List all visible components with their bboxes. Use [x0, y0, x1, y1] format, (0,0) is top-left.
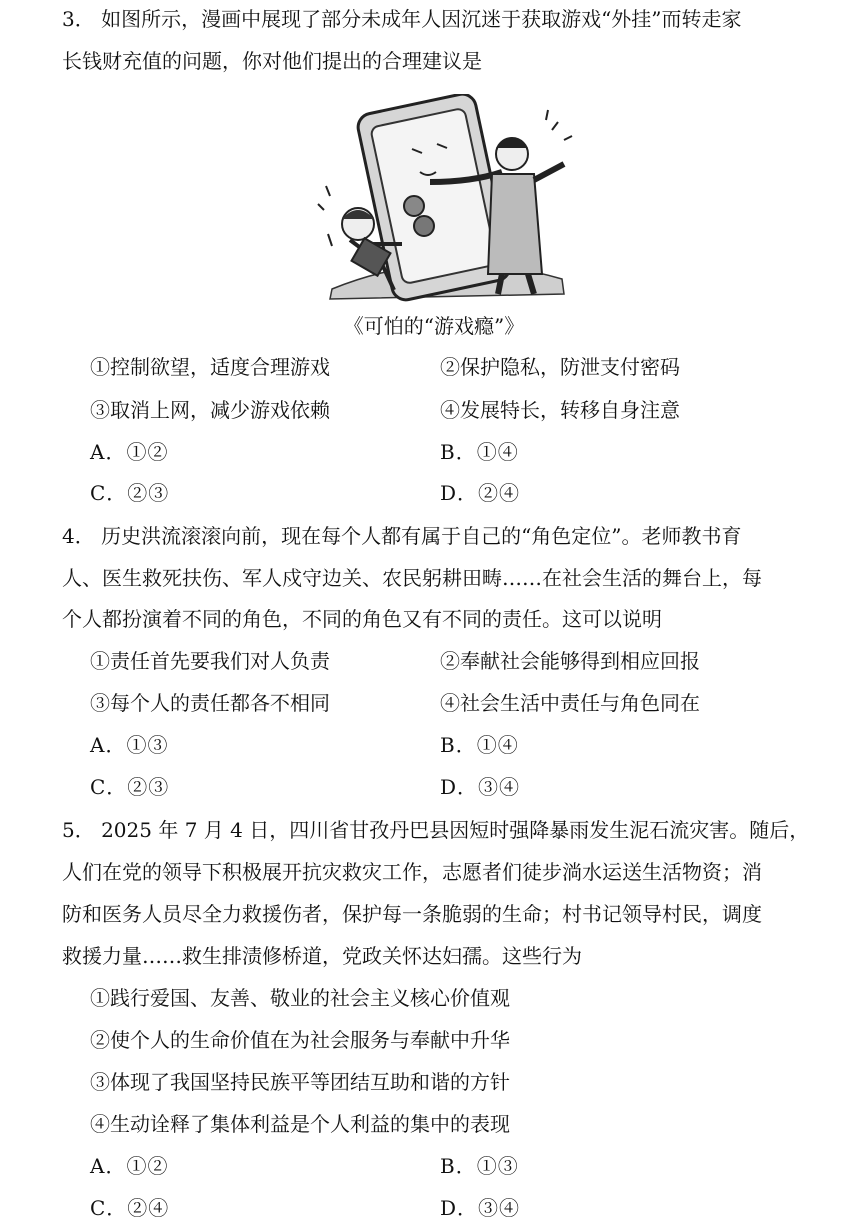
q3-stem-line-1: 3． 如图所示，漫画中展现了部分未成年人因沉迷于获取游戏“外挂”而转走家 — [62, 7, 742, 31]
q3-stem-line-2: 长钱财充值的问题，你对他们提出的合理建议是 — [62, 49, 482, 73]
q3-answer-a: A．①② — [90, 440, 169, 464]
q5-stem-line-4: 救援力量……救生排渍修桥道，党政关怀达妇孺。这些行为 — [62, 944, 582, 968]
q3-answer-b: B．①④ — [440, 440, 519, 464]
q4-option-1: ①责任首先要我们对人负责 — [90, 649, 330, 673]
cartoon-caption: 《可怕的“游戏瘾”》 — [343, 314, 525, 338]
q4-answer-b: B．①④ — [440, 733, 519, 757]
q4-option-2: ②奉献社会能够得到相应回报 — [440, 649, 700, 673]
q4-stem-line-1: 4． 历史洪流滚滚向前，现在每个人都有属于自己的“角色定位”。老师教书育 — [62, 524, 742, 548]
q5-answer-d: D．③④ — [440, 1196, 521, 1220]
q3-option-3: ③取消上网，减少游戏依赖 — [90, 398, 330, 422]
q4-answer-c: C．②③ — [90, 775, 170, 799]
q3-option-1: ①控制欲望，适度合理游戏 — [90, 355, 330, 379]
q3-answer-c: C．②③ — [90, 481, 170, 505]
q5-option-3: ③体现了我国坚持民族平等团结互助和谐的方针 — [90, 1070, 510, 1094]
q5-stem-line-3: 防和医务人员尽全力救援伤者，保护每一条脆弱的生命；村书记领导村民，调度 — [62, 902, 762, 926]
q5-option-4: ④生动诠释了集体利益是个人利益的集中的表现 — [90, 1112, 510, 1136]
gaming-addiction-cartoon — [302, 94, 584, 302]
q4-stem-line-3: 个人都扮演着不同的角色，不同的角色又有不同的责任。这可以说明 — [62, 607, 662, 631]
q4-option-3: ③每个人的责任都各不相同 — [90, 691, 330, 715]
q5-option-2: ②使个人的生命价值在为社会服务与奉献中升华 — [90, 1028, 510, 1052]
q5-stem-line-1: 5． 2025 年 7 月 4 日，四川省甘孜丹巴县因短时强降暴雨发生泥石流灾害。随后， — [62, 818, 810, 842]
q3-option-4: ④发展特长，转移自身注意 — [440, 398, 680, 422]
q5-stem-line-2: 人们在党的领导下积极展开抗灾救灾工作，志愿者们徒步淌水运送生活物资；消 — [62, 860, 762, 884]
q5-answer-b: B．①③ — [440, 1154, 519, 1178]
q4-stem-line-2: 人、医生救死扶伤、军人戍守边关、农民躬耕田畴……在社会生活的舞台上，每 — [62, 566, 762, 590]
q3-option-2: ②保护隐私，防泄支付密码 — [440, 355, 680, 379]
q4-option-4: ④社会生活中责任与角色同在 — [440, 691, 700, 715]
q5-answer-c: C．②④ — [90, 1196, 170, 1220]
q4-answer-d: D．③④ — [440, 775, 521, 799]
q5-answer-a: A．①② — [90, 1154, 169, 1178]
q4-answer-a: A．①③ — [90, 733, 169, 757]
q5-option-1: ①践行爱国、友善、敬业的社会主义核心价值观 — [90, 986, 510, 1010]
q3-answer-d: D．②④ — [440, 481, 521, 505]
